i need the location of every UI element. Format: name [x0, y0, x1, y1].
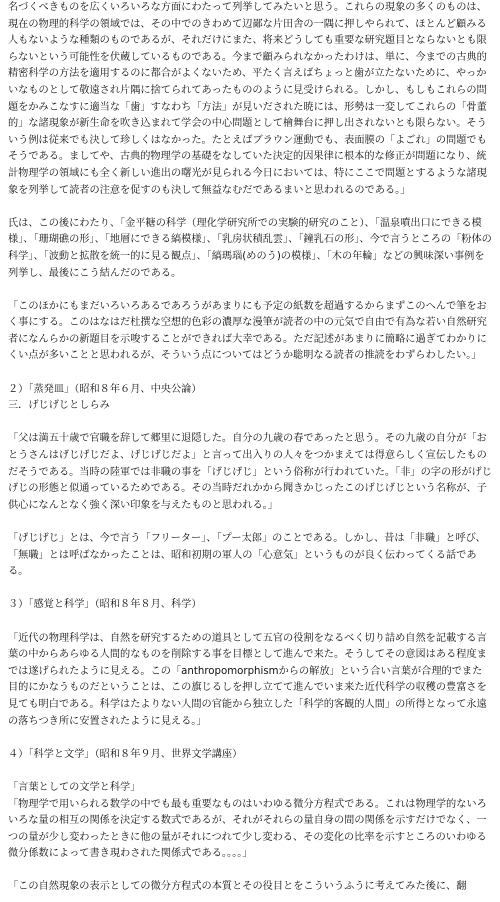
- paragraph-gap: [8, 763, 492, 780]
- paragraph-gap: [8, 730, 492, 747]
- paragraph-gap: [8, 199, 492, 216]
- section-heading: 三．げじげじとしらみ: [8, 400, 110, 412]
- paragraph: 名づくべきものを広くいろいろな方面にわたって列挙してみたいと思う。これらの現象の多くのものは、現在の物理的科学の領域では、その中でのきわめて辺鄙な片田舎の一隅に押しやられて、ほとんど顧みる人もないような種類のものであるが、それだけにまた、将来どうしても重要な研究題目とならないとも限らないという可能性を伏蔵しているものである。今まで顧みられなかったわけは、単に、今までの古典的精密科学の方法を適用するのに都合がよくないため、平たく言えばちょっと歯が立たないために、やっかいなものとして敬遠され片隅に捨てられてあったもののように見受けられる。しかし、もしもこれらの問題をかみこなすに適当な「歯」すなわち「方法」が見いだされた暁には、形勢は一変してこれらの「骨董的」な諸現象が新生命を吹き込まれて学会の中心問題として檜舞台に押し出されないとも限らない。そういう例は従来でも決して珍しくはなかった。たとえばブラウン運動でも、表面膜の「よごれ」の問題でもそうである。ましてや、古典的物理学の基礎をなしていた決定的因果律に根本的な修正が問題になり、統計物理学の領域にも全く新しい進出の曙光が見られる今日においては、特にここで問題とするような諸現象を列挙して読者の注意を促すのも決して無益なむだであるまいと思われるのである。」: [8, 2, 487, 196]
- section-heading: ４）「科学と文学」（昭和８年９月、世界文学講座）: [8, 748, 243, 760]
- section-heading: ３）「感覚と科学」（昭和８年８月、科学）: [8, 599, 202, 611]
- paragraph-gap: [8, 365, 492, 382]
- paragraph: 「物理学で用いられる数学の中でも最も重要なものはいわゆる微分方程式である。これは物理学的ないろいろな量の相互の関係を決定する数式であるが、それがそれらの量自身の間の関係を示すだけでなく、一つの量が少し変わったときに他の量がそれにつれて少し変わる、その変化の比率を示すところのいわゆる微分係数によって書き現わされた関係式である。。。。」: [8, 798, 487, 860]
- section-heading: 「言葉としての文学と科学」: [8, 781, 141, 793]
- paragraph-gap: [8, 581, 492, 598]
- paragraph-gap: [8, 514, 492, 531]
- paragraph-gap: [8, 614, 492, 631]
- paragraph: 「このほかにもまだいろいろあるであろうがあまりにも予定の紙数を超過するからまずこのへんで筆をおく事にする。このはなはだ杜撰な空想的色彩の濃厚な漫筆が読者の中の元気で自由で有為な若い自然研究者になんらかの新題目を示唆することができれば大幸である。ただ記述があまりに簡略に過ぎてわかりにくい点が多いことと思われるが、そういう点についてはどうか聡明なる読者の推読をわずらわしたい。」: [8, 300, 487, 362]
- paragraph: 「父は満五十歳で官職を辞して郷里に退隠した。自分の九歳の春であったと思う。その九歳の自分が「おとうさんはげじげじだよ、げじげじだよ」と言って出入りの人々をつかまえては得意らしく宣伝したものだそうである。当時の陸軍では非職の事を「げじげじ」という俗称が行われていた。「非」の字の形がげじげじの形態と似通っているためである。その当時だれかから聞きかじったこのげじげじという名称が、子供心になんとなく強く深い印象を与えたものと思われる。」: [8, 433, 492, 511]
- paragraph: 「近代の物理科学は、自然を研究するための道具として五官の役割をなるべく切り詰め自然を記載する言葉の中からあらゆる人間的なものを削除する事を目標として進んで来た。そうしてその意図はある程度までは遂げられたように見える。この「anthropomorphismからの解放」という合い言葉が合理的でまた目的にかなうものだということは、この旗じるしを押し立てて進んでいま来た近代科学の収穫の豊富さを見ても明白である。科学はたよりない人間の官能から独立した「科学的客観的人間」の所得となって永遠の落ちつき所に安置されたように見える。」: [8, 632, 487, 727]
- paragraph: 「げじげじ」とは、今で言う「フリーター」、「プー太郎」のことである。しかし、昔は「非職」と呼び、「無職」とは呼ばなかったことは、昭和初期の軍人の「心意気」というものが良く伝わってくる話である。: [8, 533, 486, 578]
- paragraph-gap: [8, 415, 492, 432]
- paragraph-gap: [8, 863, 492, 880]
- paragraph-gap: [8, 282, 492, 299]
- section-heading: ２）「蒸発皿」（昭和８年６月、中央公論）: [8, 383, 202, 395]
- paragraph: 氏は、この後にわたり、「金平糖の科学（理化学研究所での実験的研究のこと）、「温泉噴出口にできる模様」、「珊瑚礁の形」、「地層にできる縞模様」、「乳房状積乱雲」、「鐘乳石の形」、今で言うところの「粉体の科学」、「波動と拡散を統一的に見る観点」、「縞瑪瑙(めのう)の模様」、「木の年輪」などの興味深い事例を列挙し、最後にこう結んだのである。: [8, 217, 492, 279]
- paragraph: 「この自然現象の表示としての微分方程式の本質とその役目とをこういうふうに考えてみた後に、翻: [8, 881, 467, 893]
